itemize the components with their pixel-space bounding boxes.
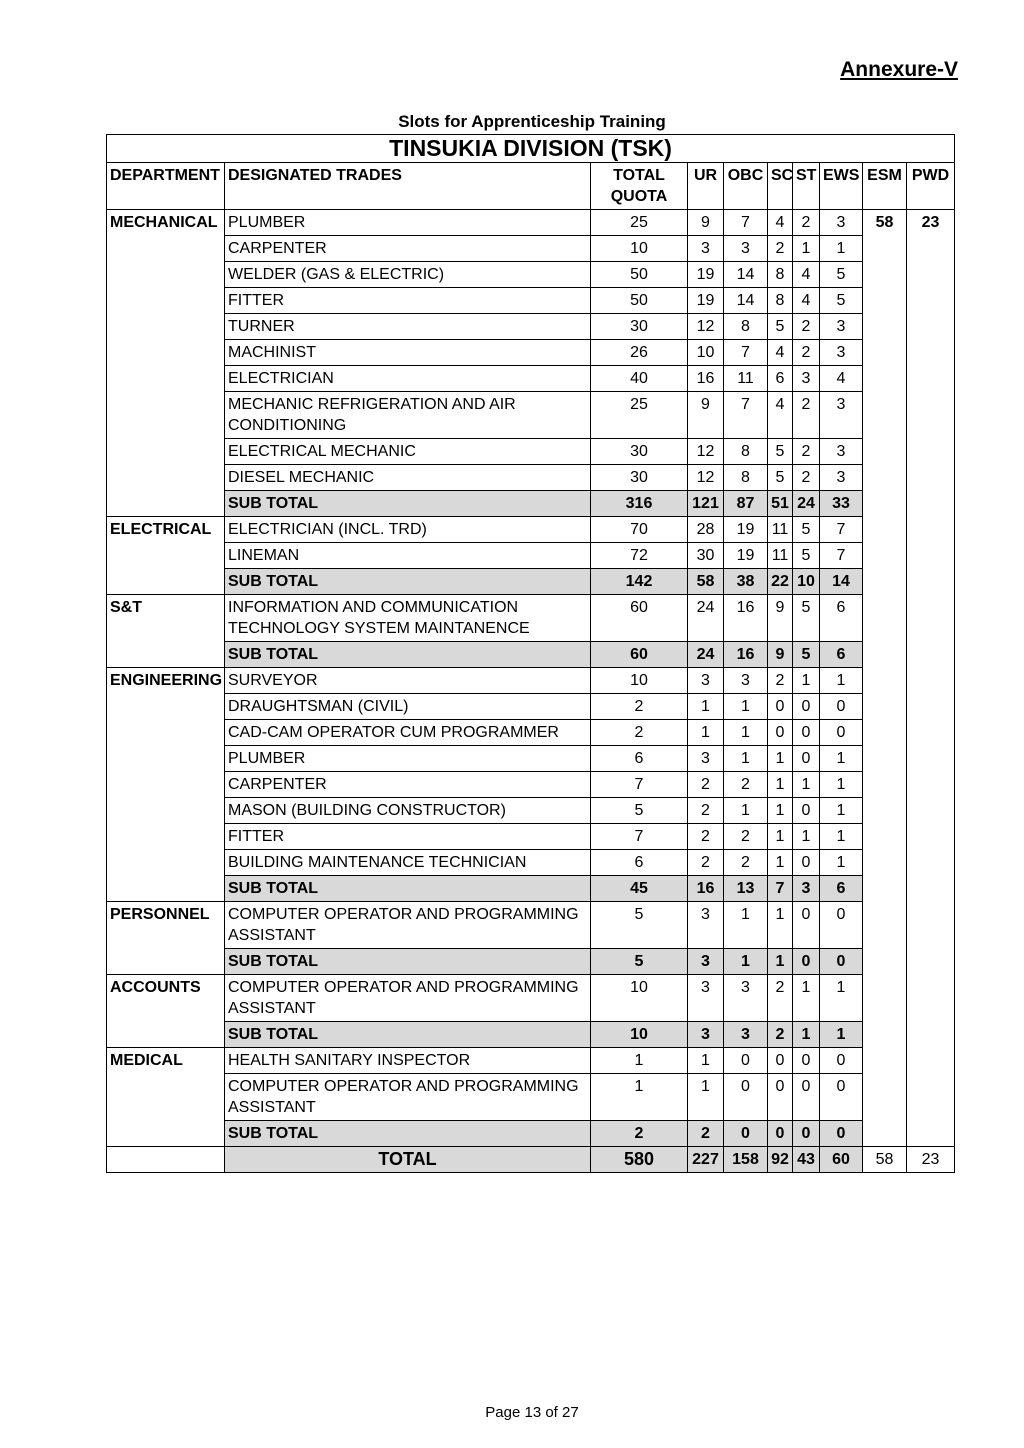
header-pwd: PWD bbox=[907, 163, 955, 210]
cell-ur: 16 bbox=[688, 366, 724, 392]
cell-obc: 8 bbox=[724, 465, 768, 491]
cell-obc: 1 bbox=[724, 798, 768, 824]
table-row bbox=[107, 772, 955, 798]
grand-total-obc: 158 bbox=[724, 1147, 768, 1173]
trade-name: CARPENTER bbox=[225, 772, 591, 798]
subtotal-ews: 1 bbox=[820, 1022, 863, 1048]
subtotal-ews: 0 bbox=[820, 1121, 863, 1147]
subtotal-obc: 13 bbox=[724, 876, 768, 902]
cell-obc: 7 bbox=[724, 210, 768, 236]
cell-sc: 8 bbox=[768, 288, 793, 314]
cell-sc: 6 bbox=[768, 366, 793, 392]
cell-obc: 8 bbox=[724, 314, 768, 340]
cell-ur: 9 bbox=[688, 392, 724, 439]
cell-ur: 24 bbox=[688, 595, 724, 642]
cell-total: 70 bbox=[591, 517, 688, 543]
cell-obc: 19 bbox=[724, 543, 768, 569]
subtotal-ur: 16 bbox=[688, 876, 724, 902]
cell-ews: 0 bbox=[820, 1074, 863, 1121]
header-sc: SC bbox=[768, 163, 793, 210]
subtotal-st: 1 bbox=[793, 1022, 820, 1048]
cell-total: 10 bbox=[591, 668, 688, 694]
cell-ews: 3 bbox=[820, 340, 863, 366]
table-row bbox=[107, 850, 955, 876]
grand-total-st: 43 bbox=[793, 1147, 820, 1173]
cell-ews: 5 bbox=[820, 262, 863, 288]
cell-ews: 3 bbox=[820, 465, 863, 491]
trade-name: COMPUTER OPERATOR AND PROGRAMMING ASSISTANT bbox=[225, 1074, 591, 1121]
subtotal-obc: 1 bbox=[724, 949, 768, 975]
subtotal-obc: 3 bbox=[724, 1022, 768, 1048]
cell-st: 0 bbox=[793, 720, 820, 746]
subtotal-total: 142 bbox=[591, 569, 688, 595]
trade-name: MACHINIST bbox=[225, 340, 591, 366]
cell-obc: 14 bbox=[724, 262, 768, 288]
cell-obc: 16 bbox=[724, 595, 768, 642]
table-row bbox=[107, 236, 955, 262]
subtotal-st: 24 bbox=[793, 491, 820, 517]
cell-ur: 2 bbox=[688, 798, 724, 824]
cell-ews: 7 bbox=[820, 517, 863, 543]
cell-sc: 1 bbox=[768, 902, 793, 949]
cell-ews: 3 bbox=[820, 314, 863, 340]
table-row bbox=[107, 262, 955, 288]
table-row bbox=[107, 288, 955, 314]
table-caption: Slots for Apprenticeship Training bbox=[398, 112, 666, 131]
subtotal-sc: 1 bbox=[768, 949, 793, 975]
cell-st: 2 bbox=[793, 210, 820, 236]
table-row bbox=[107, 595, 955, 642]
subtotal-total: 316 bbox=[591, 491, 688, 517]
cell-total: 26 bbox=[591, 340, 688, 366]
cell-ews: 5 bbox=[820, 288, 863, 314]
department-name: MECHANICAL bbox=[107, 210, 225, 517]
header-ews: EWS bbox=[820, 163, 863, 210]
cell-obc: 1 bbox=[724, 720, 768, 746]
cell-st: 2 bbox=[793, 392, 820, 439]
cell-sc: 0 bbox=[768, 694, 793, 720]
table-row bbox=[107, 694, 955, 720]
table-row bbox=[107, 746, 955, 772]
grand-total-esm: 58 bbox=[863, 1147, 907, 1173]
cell-sc: 9 bbox=[768, 595, 793, 642]
cell-ews: 6 bbox=[820, 595, 863, 642]
trade-name: DRAUGHTSMAN (CIVIL) bbox=[225, 694, 591, 720]
cell-obc: 1 bbox=[724, 746, 768, 772]
subtotal-obc: 0 bbox=[724, 1121, 768, 1147]
subtotal-total: 2 bbox=[591, 1121, 688, 1147]
cell-total: 6 bbox=[591, 746, 688, 772]
subtotal-label: SUB TOTAL bbox=[225, 876, 591, 902]
department-name: MEDICAL bbox=[107, 1048, 225, 1147]
subtotal-st: 10 bbox=[793, 569, 820, 595]
cell-sc: 4 bbox=[768, 210, 793, 236]
cell-st: 1 bbox=[793, 824, 820, 850]
cell-ur: 12 bbox=[688, 314, 724, 340]
cell-st: 5 bbox=[793, 543, 820, 569]
cell-ur: 19 bbox=[688, 262, 724, 288]
cell-st: 2 bbox=[793, 439, 820, 465]
cell-obc: 19 bbox=[724, 517, 768, 543]
department-name: S&T bbox=[107, 595, 225, 668]
cell-ur: 1 bbox=[688, 694, 724, 720]
cell-sc: 2 bbox=[768, 975, 793, 1022]
trade-name: WELDER (GAS & ELECTRIC) bbox=[225, 262, 591, 288]
division-title: TINSUKIA DIVISION (TSK) bbox=[107, 135, 955, 163]
cell-ur: 1 bbox=[688, 720, 724, 746]
table-row bbox=[107, 668, 955, 694]
table-row bbox=[107, 798, 955, 824]
cell-total: 2 bbox=[591, 720, 688, 746]
cell-sc: 2 bbox=[768, 236, 793, 262]
subtotal-label: SUB TOTAL bbox=[225, 491, 591, 517]
header-department: DEPARTMENT bbox=[107, 163, 225, 210]
cell-total: 7 bbox=[591, 772, 688, 798]
trade-name: PLUMBER bbox=[225, 210, 591, 236]
subtotal-st: 3 bbox=[793, 876, 820, 902]
trade-name: SURVEYOR bbox=[225, 668, 591, 694]
department-name: ELECTRICAL bbox=[107, 517, 225, 595]
cell-ews: 0 bbox=[820, 902, 863, 949]
cell-obc: 2 bbox=[724, 772, 768, 798]
cell-total: 7 bbox=[591, 824, 688, 850]
cell-sc: 2 bbox=[768, 668, 793, 694]
cell-st: 0 bbox=[793, 1074, 820, 1121]
trade-name: MASON (BUILDING CONSTRUCTOR) bbox=[225, 798, 591, 824]
cell-ews: 1 bbox=[820, 798, 863, 824]
subtotal-row bbox=[107, 949, 955, 975]
subtotal-obc: 16 bbox=[724, 642, 768, 668]
annexure-label: Annexure-V bbox=[840, 58, 958, 81]
table-row bbox=[107, 392, 955, 439]
subtotal-ur: 2 bbox=[688, 1121, 724, 1147]
cell-sc: 5 bbox=[768, 439, 793, 465]
trade-name: TURNER bbox=[225, 314, 591, 340]
cell-total: 50 bbox=[591, 262, 688, 288]
cell-total: 60 bbox=[591, 595, 688, 642]
table-row bbox=[107, 902, 955, 949]
cell-ur: 2 bbox=[688, 850, 724, 876]
subtotal-row bbox=[107, 569, 955, 595]
table-row bbox=[107, 366, 955, 392]
cell-obc: 3 bbox=[724, 975, 768, 1022]
cell-ews: 3 bbox=[820, 210, 863, 236]
table-row bbox=[107, 975, 955, 1022]
header-esm: ESM bbox=[863, 163, 907, 210]
apprenticeship-slots-table bbox=[106, 134, 955, 1173]
cell-total: 1 bbox=[591, 1074, 688, 1121]
cell-total: 1 bbox=[591, 1048, 688, 1074]
subtotal-sc: 0 bbox=[768, 1121, 793, 1147]
cell-ews: 4 bbox=[820, 366, 863, 392]
subtotal-ews: 0 bbox=[820, 949, 863, 975]
table-row bbox=[107, 465, 955, 491]
cell-ews: 1 bbox=[820, 236, 863, 262]
cell-sc: 1 bbox=[768, 824, 793, 850]
subtotal-obc: 38 bbox=[724, 569, 768, 595]
cell-st: 0 bbox=[793, 694, 820, 720]
header-total-quota: TOTAL QUOTA bbox=[591, 163, 688, 210]
cell-sc: 0 bbox=[768, 720, 793, 746]
cell-st: 3 bbox=[793, 366, 820, 392]
cell-sc: 0 bbox=[768, 1074, 793, 1121]
cell-ur: 3 bbox=[688, 902, 724, 949]
trade-name: PLUMBER bbox=[225, 746, 591, 772]
table-row bbox=[107, 1074, 955, 1121]
cell-st: 2 bbox=[793, 340, 820, 366]
subtotal-ews: 6 bbox=[820, 876, 863, 902]
cell-obc: 7 bbox=[724, 340, 768, 366]
pwd-value: 23 bbox=[907, 210, 955, 1147]
cell-ews: 1 bbox=[820, 668, 863, 694]
cell-total: 6 bbox=[591, 850, 688, 876]
cell-ews: 0 bbox=[820, 720, 863, 746]
cell-st: 4 bbox=[793, 262, 820, 288]
cell-obc: 2 bbox=[724, 824, 768, 850]
subtotal-st: 0 bbox=[793, 1121, 820, 1147]
subtotal-ews: 6 bbox=[820, 642, 863, 668]
cell-total: 10 bbox=[591, 236, 688, 262]
cell-ur: 19 bbox=[688, 288, 724, 314]
cell-sc: 4 bbox=[768, 340, 793, 366]
cell-st: 0 bbox=[793, 1048, 820, 1074]
cell-st: 0 bbox=[793, 850, 820, 876]
subtotal-row bbox=[107, 876, 955, 902]
cell-ur: 3 bbox=[688, 236, 724, 262]
cell-st: 5 bbox=[793, 517, 820, 543]
cell-st: 2 bbox=[793, 465, 820, 491]
subtotal-sc: 2 bbox=[768, 1022, 793, 1048]
cell-obc: 11 bbox=[724, 366, 768, 392]
header-obc: OBC bbox=[724, 163, 768, 210]
cell-total: 10 bbox=[591, 975, 688, 1022]
cell-obc: 7 bbox=[724, 392, 768, 439]
subtotal-label: SUB TOTAL bbox=[225, 642, 591, 668]
subtotal-row bbox=[107, 1121, 955, 1147]
subtotal-total: 10 bbox=[591, 1022, 688, 1048]
cell-total: 25 bbox=[591, 210, 688, 236]
cell-st: 2 bbox=[793, 314, 820, 340]
subtotal-sc: 51 bbox=[768, 491, 793, 517]
cell-ur: 30 bbox=[688, 543, 724, 569]
cell-ews: 3 bbox=[820, 392, 863, 439]
subtotal-ews: 14 bbox=[820, 569, 863, 595]
cell-ews: 0 bbox=[820, 694, 863, 720]
cell-total: 40 bbox=[591, 366, 688, 392]
cell-total: 30 bbox=[591, 439, 688, 465]
subtotal-st: 0 bbox=[793, 949, 820, 975]
cell-total: 5 bbox=[591, 902, 688, 949]
cell-obc: 3 bbox=[724, 236, 768, 262]
subtotal-st: 5 bbox=[793, 642, 820, 668]
cell-ur: 12 bbox=[688, 465, 724, 491]
cell-st: 0 bbox=[793, 746, 820, 772]
cell-st: 1 bbox=[793, 975, 820, 1022]
grand-total-total: 580 bbox=[591, 1147, 688, 1173]
cell-ur: 28 bbox=[688, 517, 724, 543]
table-row bbox=[107, 439, 955, 465]
department-name: ACCOUNTS bbox=[107, 975, 225, 1048]
subtotal-ews: 33 bbox=[820, 491, 863, 517]
cell-sc: 8 bbox=[768, 262, 793, 288]
subtotal-total: 5 bbox=[591, 949, 688, 975]
table-row bbox=[107, 720, 955, 746]
trade-name: FITTER bbox=[225, 288, 591, 314]
subtotal-ur: 121 bbox=[688, 491, 724, 517]
cell-obc: 1 bbox=[724, 694, 768, 720]
cell-st: 0 bbox=[793, 798, 820, 824]
cell-ews: 7 bbox=[820, 543, 863, 569]
subtotal-total: 45 bbox=[591, 876, 688, 902]
trade-name: CARPENTER bbox=[225, 236, 591, 262]
cell-total: 25 bbox=[591, 392, 688, 439]
cell-ur: 3 bbox=[688, 668, 724, 694]
table-row bbox=[107, 1048, 955, 1074]
trade-name: FITTER bbox=[225, 824, 591, 850]
trade-name: CAD-CAM OPERATOR CUM PROGRAMMER bbox=[225, 720, 591, 746]
cell-obc: 0 bbox=[724, 1048, 768, 1074]
cell-total: 2 bbox=[591, 694, 688, 720]
cell-ur: 3 bbox=[688, 746, 724, 772]
table-row bbox=[107, 824, 955, 850]
cell-st: 1 bbox=[793, 236, 820, 262]
grand-total-ews: 60 bbox=[820, 1147, 863, 1173]
cell-obc: 0 bbox=[724, 1074, 768, 1121]
subtotal-label: SUB TOTAL bbox=[225, 569, 591, 595]
cell-ews: 1 bbox=[820, 772, 863, 798]
cell-obc: 2 bbox=[724, 850, 768, 876]
grand-total-pwd: 23 bbox=[907, 1147, 955, 1173]
trade-name: BUILDING MAINTENANCE TECHNICIAN bbox=[225, 850, 591, 876]
cell-sc: 1 bbox=[768, 798, 793, 824]
cell-ur: 2 bbox=[688, 824, 724, 850]
cell-ur: 9 bbox=[688, 210, 724, 236]
cell-total: 30 bbox=[591, 465, 688, 491]
header-ur: UR bbox=[688, 163, 724, 210]
cell-ur: 2 bbox=[688, 772, 724, 798]
subtotal-label: SUB TOTAL bbox=[225, 1121, 591, 1147]
header-row bbox=[107, 163, 955, 210]
cell-sc: 0 bbox=[768, 1048, 793, 1074]
table-row bbox=[107, 340, 955, 366]
cell-ur: 1 bbox=[688, 1048, 724, 1074]
subtotal-ur: 24 bbox=[688, 642, 724, 668]
trade-name: INFORMATION AND COMMUNICATION TECHNOLOGY SYSTEM MAINTANENCE bbox=[225, 595, 591, 642]
cell-obc: 1 bbox=[724, 902, 768, 949]
esm-value: 58 bbox=[863, 210, 907, 1147]
cell-ews: 0 bbox=[820, 1048, 863, 1074]
trade-name: ELECTRICAL MECHANIC bbox=[225, 439, 591, 465]
subtotal-ur: 3 bbox=[688, 949, 724, 975]
trade-name: HEALTH SANITARY INSPECTOR bbox=[225, 1048, 591, 1074]
cell-total: 72 bbox=[591, 543, 688, 569]
header-trades: DESIGNATED TRADES bbox=[225, 163, 591, 210]
trade-name: LINEMAN bbox=[225, 543, 591, 569]
subtotal-row bbox=[107, 1022, 955, 1048]
page-footer: Page 13 of 27 bbox=[485, 1404, 579, 1421]
table-row bbox=[107, 314, 955, 340]
cell-ews: 1 bbox=[820, 850, 863, 876]
cell-obc: 14 bbox=[724, 288, 768, 314]
cell-st: 0 bbox=[793, 902, 820, 949]
trade-name: ELECTRICIAN bbox=[225, 366, 591, 392]
cell-obc: 8 bbox=[724, 439, 768, 465]
subtotal-sc: 22 bbox=[768, 569, 793, 595]
cell-sc: 5 bbox=[768, 314, 793, 340]
cell-ews: 1 bbox=[820, 824, 863, 850]
trade-name: COMPUTER OPERATOR AND PROGRAMMING ASSISTANT bbox=[225, 902, 591, 949]
trade-name: ELECTRICIAN (INCL. TRD) bbox=[225, 517, 591, 543]
subtotal-label: SUB TOTAL bbox=[225, 949, 591, 975]
cell-ur: 1 bbox=[688, 1074, 724, 1121]
cell-sc: 1 bbox=[768, 772, 793, 798]
trade-name: DIESEL MECHANIC bbox=[225, 465, 591, 491]
subtotal-ur: 58 bbox=[688, 569, 724, 595]
cell-obc: 3 bbox=[724, 668, 768, 694]
cell-st: 4 bbox=[793, 288, 820, 314]
department-name: ENGINEERING bbox=[107, 668, 225, 902]
table-row bbox=[107, 543, 955, 569]
grand-total-label: TOTAL bbox=[225, 1147, 591, 1173]
cell-sc: 5 bbox=[768, 465, 793, 491]
cell-ews: 1 bbox=[820, 975, 863, 1022]
cell-total: 50 bbox=[591, 288, 688, 314]
table-row bbox=[107, 210, 955, 236]
cell-ews: 1 bbox=[820, 746, 863, 772]
grand-total-ur: 227 bbox=[688, 1147, 724, 1173]
cell-st: 5 bbox=[793, 595, 820, 642]
grand-total-sc: 92 bbox=[768, 1147, 793, 1173]
subtotal-label: SUB TOTAL bbox=[225, 1022, 591, 1048]
grand-total-row bbox=[107, 1147, 955, 1173]
subtotal-ur: 3 bbox=[688, 1022, 724, 1048]
subtotal-sc: 7 bbox=[768, 876, 793, 902]
cell-ur: 3 bbox=[688, 975, 724, 1022]
grand-total-blank bbox=[107, 1147, 225, 1173]
subtotal-sc: 9 bbox=[768, 642, 793, 668]
cell-sc: 11 bbox=[768, 543, 793, 569]
cell-ur: 10 bbox=[688, 340, 724, 366]
cell-sc: 1 bbox=[768, 746, 793, 772]
cell-st: 1 bbox=[793, 772, 820, 798]
cell-sc: 4 bbox=[768, 392, 793, 439]
subtotal-row bbox=[107, 491, 955, 517]
cell-sc: 1 bbox=[768, 850, 793, 876]
table-row bbox=[107, 517, 955, 543]
cell-ur: 12 bbox=[688, 439, 724, 465]
department-name: PERSONNEL bbox=[107, 902, 225, 975]
header-st: ST bbox=[793, 163, 820, 210]
trade-name: MECHANIC REFRIGERATION AND AIR CONDITIONING bbox=[225, 392, 591, 439]
subtotal-obc: 87 bbox=[724, 491, 768, 517]
cell-total: 5 bbox=[591, 798, 688, 824]
cell-st: 1 bbox=[793, 668, 820, 694]
subtotal-row bbox=[107, 642, 955, 668]
subtotal-total: 60 bbox=[591, 642, 688, 668]
cell-sc: 11 bbox=[768, 517, 793, 543]
cell-ews: 3 bbox=[820, 439, 863, 465]
cell-total: 30 bbox=[591, 314, 688, 340]
trade-name: COMPUTER OPERATOR AND PROGRAMMING ASSISTANT bbox=[225, 975, 591, 1022]
